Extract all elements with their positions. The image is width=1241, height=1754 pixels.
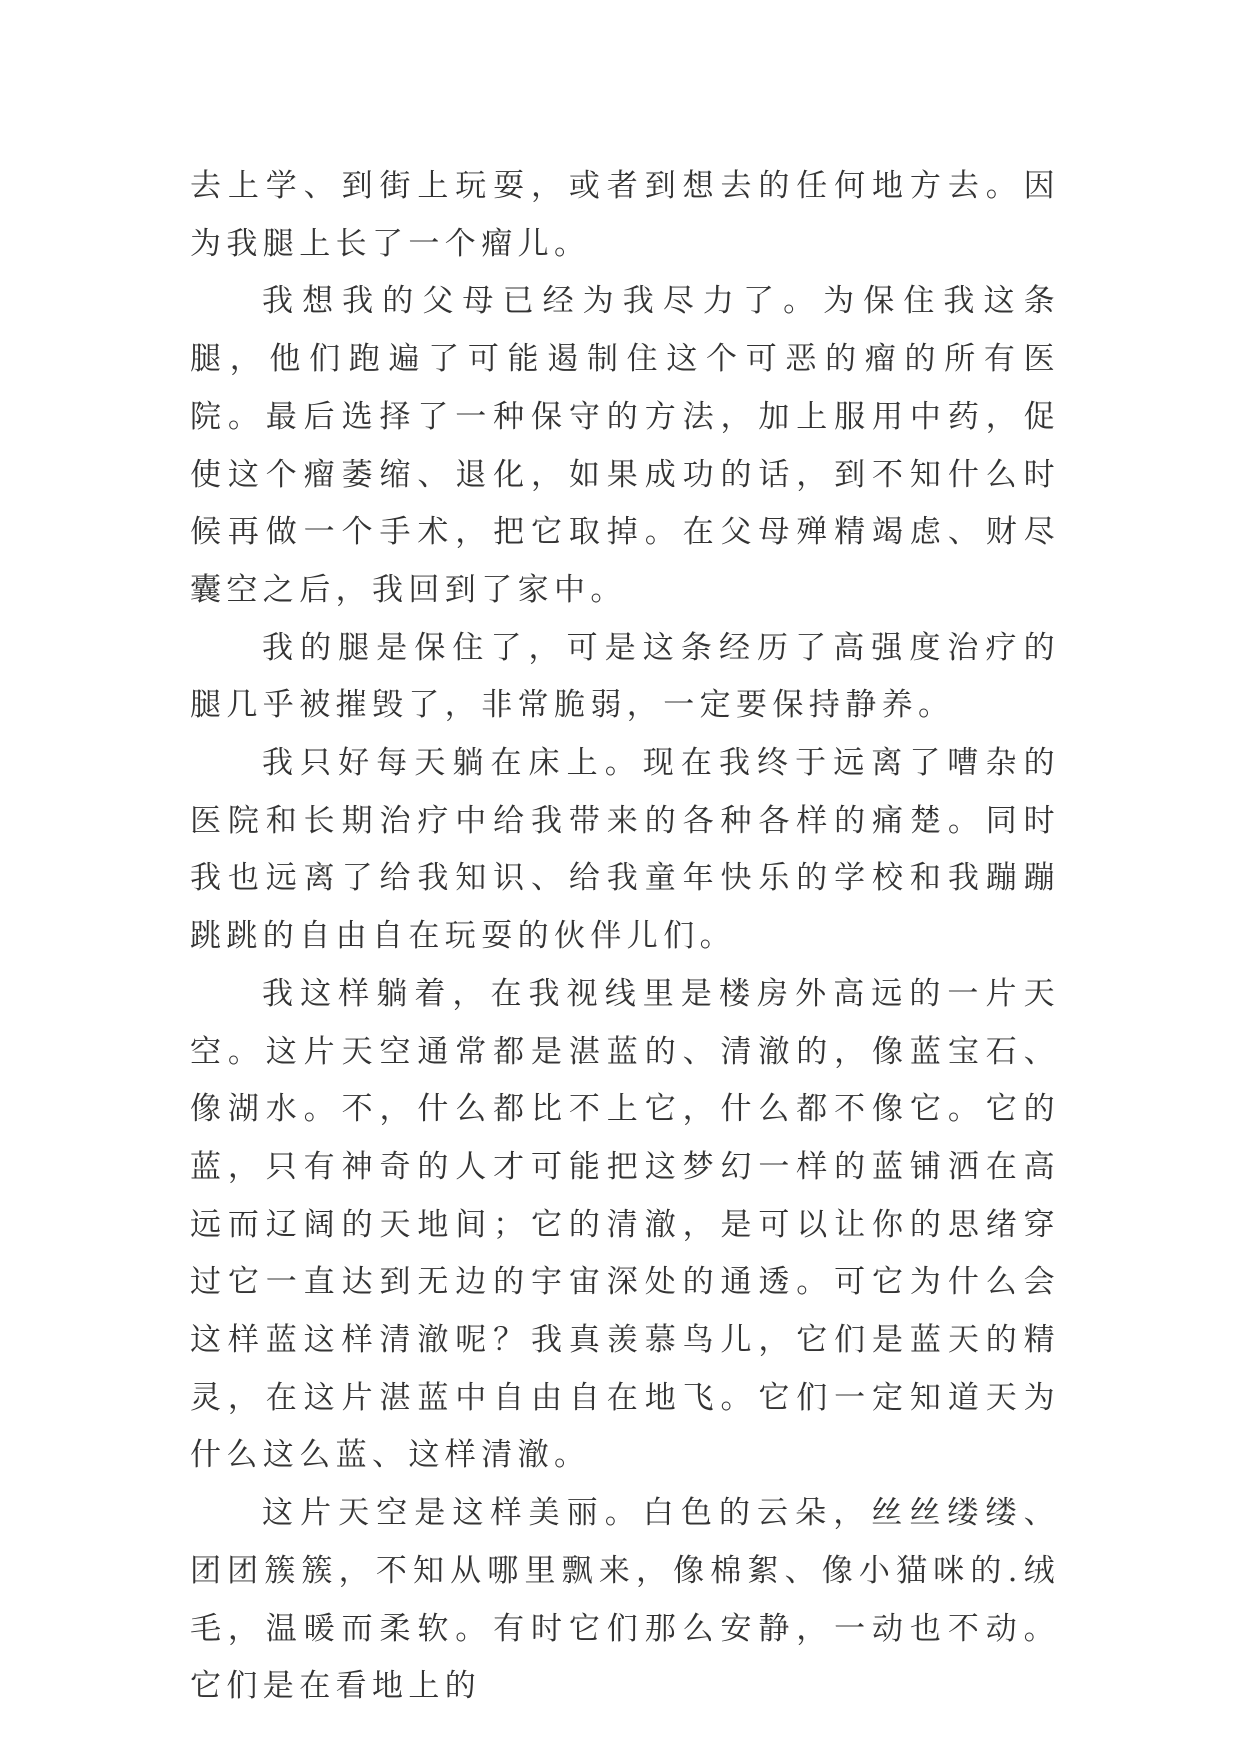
paragraph-4: 我只好每天躺在床上。现在我终于远离了嘈杂的医院和长期治疗中给我带来的各种各样的痛楚。同时我也远离了给我知识、给我童年快乐的学校和我蹦蹦跳跳的自由自在玩耍的伙伴儿们。 <box>190 745 1060 955</box>
paragraph-3: 我的腿是保住了，可是这条经历了高强度治疗的腿几乎被摧毁了，非常脆弱，一定要保持静养。 <box>190 629 1060 724</box>
paragraph-6: 这片天空是这样美丽。白色的云朵，丝丝缕缕、团团簇簇，不知从哪里飘来，像棉絮、像小猫咪的.绒毛，温暖而柔软。有时它们那么安静，一动也不动。它们是在看地上的 <box>190 1495 1060 1705</box>
paragraph-5: 我这样躺着，在我视线里是楼房外高远的一片天空。这片天空通常都是湛蓝的、清澈的，像蓝宝石、像湖水。不，什么都比不上它，什么都不像它。它的蓝，只有神奇的人才可能把这梦幻一样的蓝铺洒在高远而辽阔的天地间；它的清澈，是可以让你的思绪穿过它一直达到无边的宇宙深处的通透。可它为什么会这样蓝这样清澈呢？我真羡慕鸟儿，它们是蓝天的精灵，在这片湛蓝中自由自在地飞。它们一定知道天为什么这么蓝、这样清澈。 <box>190 975 1060 1474</box>
document-body <box>190 158 1060 1716</box>
paragraph-2: 我想我的父母已经为我尽力了。为保住我这条腿，他们跑遍了可能遏制住这个可恶的瘤的所有医院。最后选择了一种保守的方法，加上服用中药，促使这个瘤萎缩、退化，如果成功的话，到不知什么时候再做一个手术，把它取掉。在父母殚精竭虑、财尽囊空之后，我回到了家中。 <box>190 283 1060 608</box>
paragraph-1: 去上学、到街上玩耍，或者到想去的任何地方去。因为我腿上长了一个瘤儿。 <box>190 168 1060 262</box>
